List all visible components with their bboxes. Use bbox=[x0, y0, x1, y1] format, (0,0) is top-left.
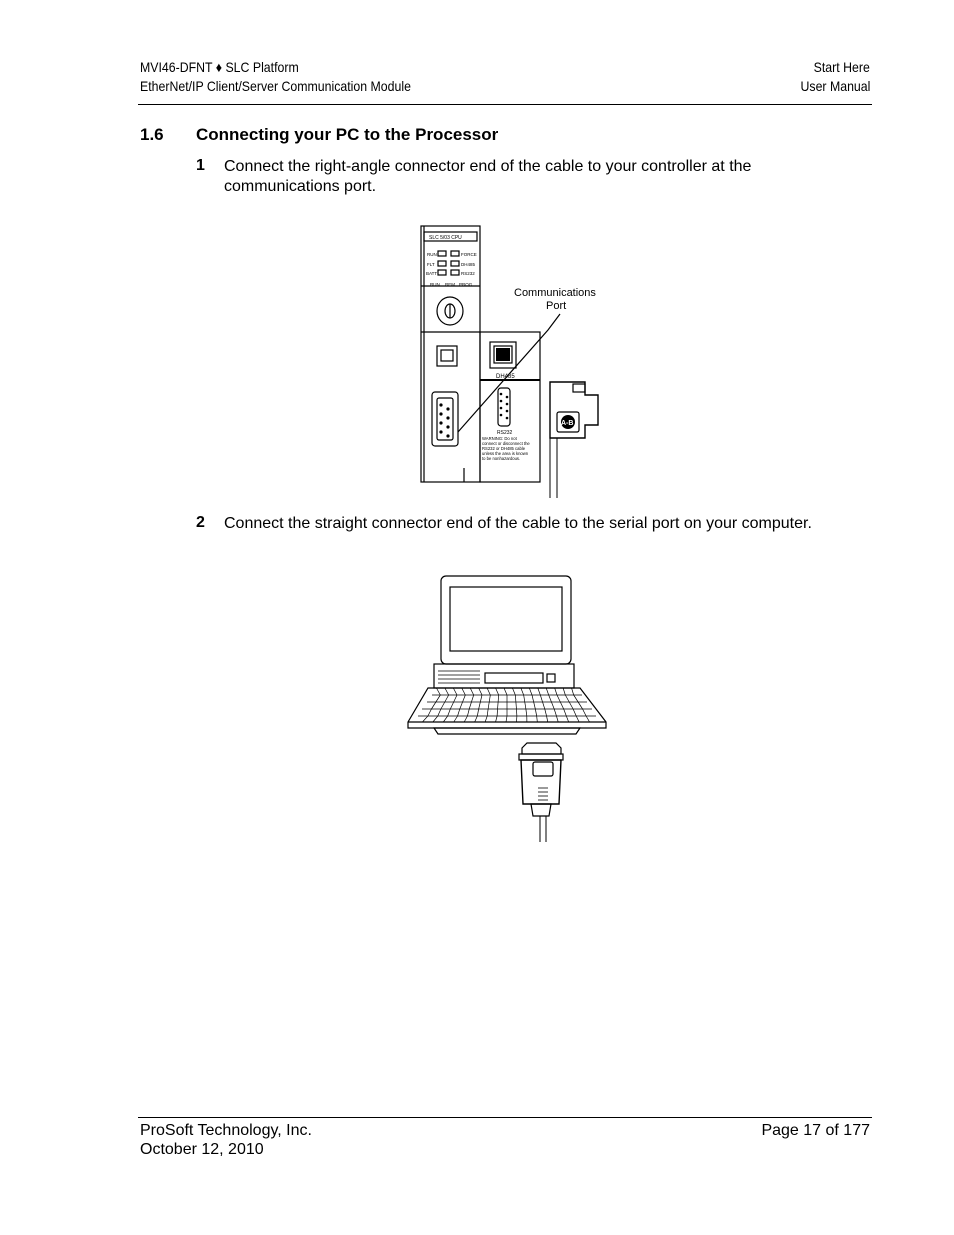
keyboard-key-divider bbox=[546, 688, 548, 695]
keyboard-key-divider bbox=[543, 702, 545, 709]
header-product-title: MVI46-DFNT ♦ SLC Platform bbox=[140, 59, 299, 75]
keyboard-key-divider bbox=[512, 688, 515, 695]
keyboard-key-divider bbox=[485, 716, 487, 722]
keyboard-key-divider bbox=[524, 695, 525, 702]
processor-figure bbox=[410, 220, 610, 500]
keyboard-key-divider bbox=[467, 709, 469, 716]
led-dh485-label: DH485 bbox=[461, 262, 476, 267]
keyboard-key-divider bbox=[572, 688, 574, 695]
warning-line-2: connect or disconnect the bbox=[482, 441, 530, 446]
keyboard-key-divider bbox=[433, 716, 438, 722]
keyboard-key-divider bbox=[525, 702, 526, 709]
led-run-label: RUN bbox=[427, 252, 437, 257]
warning-line-3: RS232 or DH485 cable bbox=[482, 446, 526, 451]
keyboard-key-divider bbox=[516, 702, 517, 709]
keyboard-key-divider bbox=[454, 695, 457, 702]
keyboard-key-divider bbox=[506, 716, 507, 722]
keyboard-key-divider bbox=[488, 702, 489, 709]
keyboard-key-divider bbox=[529, 688, 532, 695]
keyboard-key-divider bbox=[496, 688, 499, 695]
footer-divider bbox=[138, 1117, 872, 1118]
keyboard-key-divider bbox=[565, 695, 569, 702]
callout-communications: Communications bbox=[514, 287, 596, 299]
keyboard-key-divider bbox=[436, 688, 440, 695]
section-number: 1.6 bbox=[140, 125, 164, 144]
header-module-title: EtherNet/IP Client/Server Communication Module bbox=[140, 78, 411, 94]
keyboard-key-divider bbox=[535, 709, 536, 716]
warning-line-4: unless the area is known bbox=[482, 451, 529, 456]
footer-page-number: Page 17 of 177 bbox=[761, 1122, 870, 1139]
keyboard-key-divider bbox=[431, 702, 435, 709]
keyboard-key-divider bbox=[576, 716, 579, 722]
keyboard-key-divider bbox=[564, 709, 567, 716]
warning-line-1: WARNING: Do not bbox=[482, 436, 517, 441]
keyboard-key-divider bbox=[540, 695, 542, 702]
keyboard-key-divider bbox=[563, 688, 565, 695]
keyboard-key-divider bbox=[496, 716, 498, 722]
keyboard-key-divider bbox=[498, 702, 499, 709]
keyboard-key-divider bbox=[537, 716, 538, 722]
keyboard-key-divider bbox=[487, 688, 490, 695]
keyboard-key-divider bbox=[450, 702, 453, 709]
keyboard-key-divider bbox=[578, 702, 582, 709]
keyboard-key-divider bbox=[470, 688, 473, 695]
keyboard-key-divider bbox=[443, 716, 447, 722]
keyboard-key-divider bbox=[583, 709, 587, 716]
keyboard-key-divider bbox=[549, 695, 552, 702]
header-chapter: Start Here bbox=[813, 59, 870, 75]
keyboard-key-divider bbox=[480, 695, 482, 702]
keyboard-key-divider bbox=[538, 688, 541, 695]
keyboard-key-divider bbox=[479, 688, 482, 695]
port-rs232-label: RS232 bbox=[497, 430, 513, 436]
keyboard-key-divider bbox=[545, 709, 547, 716]
keyboard-key-divider bbox=[454, 716, 458, 722]
keyboard-key-divider bbox=[436, 695, 440, 702]
keyboard-key-divider bbox=[574, 695, 578, 702]
keyboard-key-divider bbox=[489, 695, 490, 702]
keyboard-key-divider bbox=[438, 709, 441, 716]
mode-run-label: RUN bbox=[430, 282, 440, 287]
keyboard-key-divider bbox=[479, 702, 481, 709]
keyboard-key-divider bbox=[504, 688, 507, 695]
keyboard-key-divider bbox=[566, 716, 568, 722]
footer-date: October 12, 2010 bbox=[140, 1141, 264, 1158]
mode-rem-label: REM bbox=[445, 282, 455, 287]
keyboard-key-divider bbox=[547, 716, 548, 722]
keyboard-key-divider bbox=[458, 709, 460, 716]
header-manual-type: User Manual bbox=[800, 78, 870, 94]
keyboard-key-divider bbox=[557, 695, 560, 702]
keyboard-key-divider bbox=[556, 716, 558, 722]
keyboard-key-divider bbox=[462, 688, 466, 695]
keyboard-key-divider bbox=[551, 702, 554, 709]
keyboard-key-divider bbox=[463, 695, 466, 702]
keyboard-key-divider bbox=[422, 716, 427, 722]
keyboard-key-divider bbox=[554, 709, 556, 716]
led-batt-label: BATT bbox=[426, 271, 438, 276]
keyboard-key-divider bbox=[515, 695, 516, 702]
keyboard-key-divider bbox=[469, 702, 471, 709]
mode-prog-label: PROG bbox=[459, 282, 473, 287]
footer-company: ProSoft Technology, Inc. bbox=[140, 1122, 312, 1139]
step-1-number: 1 bbox=[196, 157, 205, 174]
keyboard-key-divider bbox=[487, 709, 488, 716]
computer-figure bbox=[404, 574, 610, 846]
keyboard-key-divider bbox=[441, 702, 445, 709]
keyboard-key-divider bbox=[569, 702, 573, 709]
keyboard-key-divider bbox=[586, 716, 589, 722]
keyboard-key-divider bbox=[475, 716, 478, 722]
ab-logo: A-B bbox=[561, 420, 574, 427]
step-2-text: Connect the straight connector end of the cable to the serial port on your computer. bbox=[224, 515, 812, 532]
led-flt-label: FLT bbox=[427, 262, 435, 267]
keyboard-key-divider bbox=[445, 695, 449, 702]
step-1-text: Connect the right-angle connector end of the cable to your controller at the communications port. bbox=[224, 158, 752, 195]
keyboard-key-divider bbox=[555, 688, 557, 695]
header-divider bbox=[138, 104, 872, 105]
keyboard-key-divider bbox=[464, 716, 467, 722]
keyboard-key-divider bbox=[448, 709, 451, 716]
keyboard-key-divider bbox=[498, 695, 499, 702]
led-rs232-label: RS232 bbox=[461, 271, 475, 276]
warning-line-5: to be nonhazardous. bbox=[482, 456, 521, 461]
keyboard-key-divider bbox=[477, 709, 478, 716]
led-force-label: FORCE bbox=[461, 252, 477, 257]
section-title: Connecting your PC to the Processor bbox=[196, 125, 499, 144]
keyboard-key-divider bbox=[453, 688, 457, 695]
keyboard-key-divider bbox=[526, 709, 527, 716]
keyboard-key-divider bbox=[460, 702, 463, 709]
keyboard-key-divider bbox=[560, 702, 563, 709]
keyboard-key-divider bbox=[532, 695, 534, 702]
keyboard-key-divider bbox=[445, 688, 449, 695]
step-2-number: 2 bbox=[196, 514, 205, 531]
keyboard-key-divider bbox=[471, 695, 473, 702]
keyboard-key-divider bbox=[573, 709, 576, 716]
keyboard-key-divider bbox=[521, 688, 524, 695]
port-dh485-label: DH485 bbox=[496, 374, 515, 380]
cpu-label: SLC 5/03 CPU bbox=[429, 235, 462, 241]
callout-port: Port bbox=[546, 300, 567, 312]
keyboard-key-divider bbox=[428, 709, 432, 716]
keyboard-key-divider bbox=[534, 702, 536, 709]
